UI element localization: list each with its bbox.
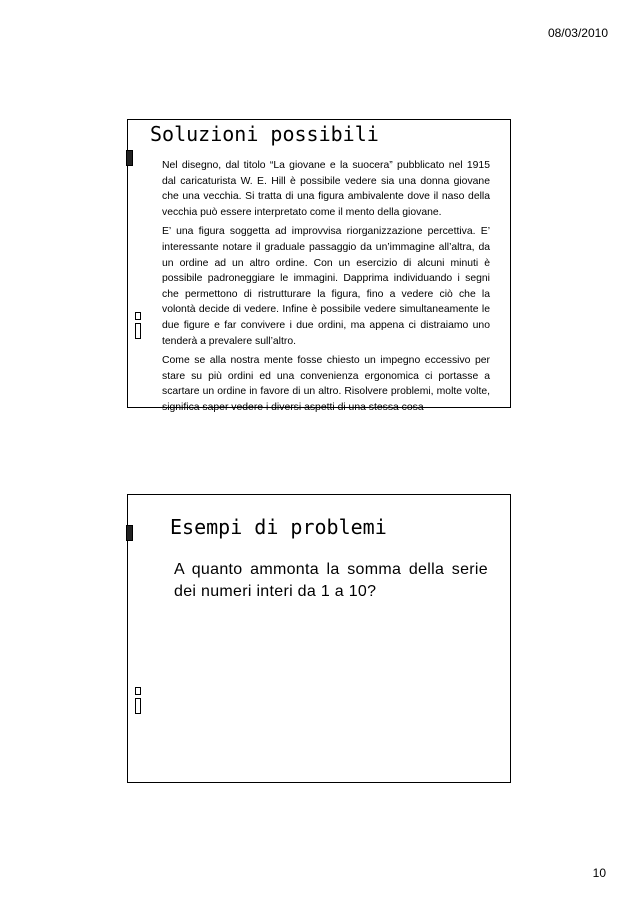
slide-side-tick bbox=[135, 687, 141, 695]
page-date: 08/03/2010 bbox=[547, 26, 608, 40]
slide-title: Esempi di problemi bbox=[170, 515, 387, 539]
slide-solutions bbox=[127, 119, 511, 413]
page-number: 10 bbox=[592, 866, 606, 880]
slide-side-marker bbox=[126, 525, 133, 541]
paragraph: Nel disegno, dal titolo “La giovane e la suocera” pubblicato nel 1915 dal caricaturista W. E. Hill è possibile vedere sia una donna giovane che una vecchia. Si tratta di una figura ambivalente dove il naso della vecchia può essere interpretato come il mento della giovane. bbox=[162, 160, 490, 218]
slide-side-marker bbox=[126, 150, 133, 166]
problem-question: A quanto ammonta la somma della serie dei numeri interi da 1 a 10? bbox=[174, 561, 488, 600]
paragraph: Come se alla nostra mente fosse chiesto un impegno eccessivo per stare su più ordini ed una convenienza ergonomica ci portasse a scartare un ordine in favore di un altro. Risolvere problemi, molte volte, significa saper vedere i diversi aspetti di una stessa cosa bbox=[162, 355, 490, 413]
slide-title: Soluzioni possibili bbox=[150, 122, 379, 146]
slide-side-tick bbox=[135, 312, 141, 320]
slide-problem-examples bbox=[127, 494, 511, 783]
slide-body bbox=[162, 158, 490, 420]
paragraph: E’ una figura soggetta ad improvvisa riorganizzazione percettiva. E’ interessante notare il graduale passaggio da un’immagine all’altra, da un ordine ad un altro ordine. Con un esercizio di alcuni minuti è possibile padroneggiare le immagini. Dapprima individuando i segni che permettono di ristrutturare la figura, fino a vedere ciò che la volontà decide di vedere. Infine è possibile vedere simultaneamente le due figure e far convivere i due ordini, ma appena ci distraiamo uno tenderà a prevalere sull’altro. bbox=[162, 226, 490, 347]
slide-side-tick bbox=[135, 323, 141, 339]
slide-side-tick bbox=[135, 698, 141, 714]
